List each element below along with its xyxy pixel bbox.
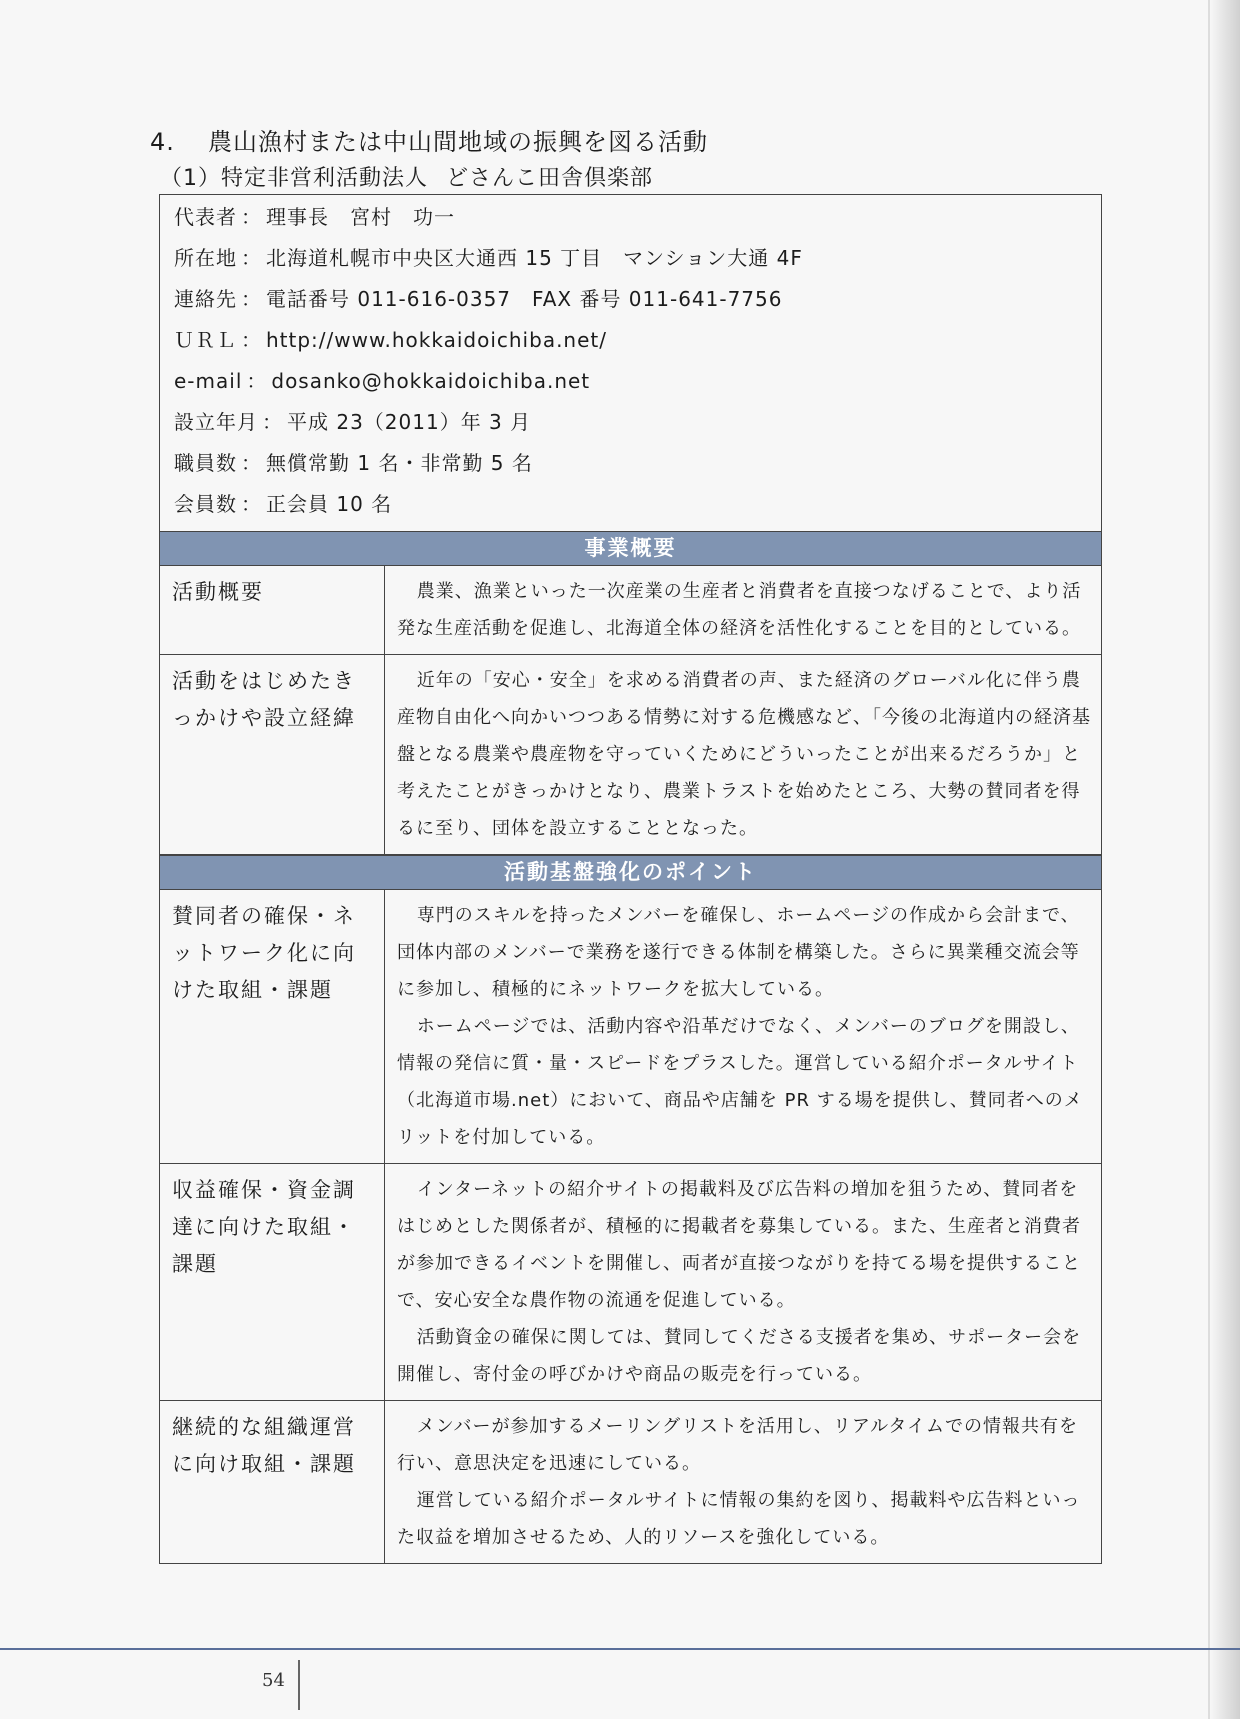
organization-index: （1）	[160, 166, 221, 191]
section-band: 活動基盤強化のポイント	[160, 855, 1101, 890]
organization-type: 特定非営利活動法人	[221, 166, 429, 191]
info-separator: ：	[241, 328, 262, 352]
row-paragraph: 専門のスキルを持ったメンバーを確保し、ホームページの作成から会計まで、団体内部のメンバーで業務を遂行できる体制を構築した。さらに異業種交流会等に参加し、積極的にネットワークを拡大している。	[397, 905, 1080, 1000]
binding-shadow	[1210, 0, 1240, 1719]
info-separator: ：	[241, 205, 262, 229]
table-row	[160, 566, 1101, 655]
info-label: 設立年月	[174, 410, 258, 434]
info-label: ＵＲＬ	[174, 328, 237, 352]
info-separator: ：	[241, 492, 262, 516]
organization-heading	[160, 161, 653, 192]
info-separator: ：	[241, 246, 262, 270]
info-line	[174, 402, 1089, 443]
table-row	[160, 890, 1101, 1164]
row-label: 収益確保・資金調達に向けた取組・課題	[160, 1164, 385, 1400]
row-label: 継続的な組織運営に向け取組・課題	[160, 1401, 385, 1563]
organization-name: どさんこ田舎倶楽部	[446, 166, 654, 191]
info-line	[174, 443, 1089, 484]
info-line	[174, 197, 1089, 238]
info-value: 無償常勤 1 名・非常勤 5 名	[266, 451, 533, 475]
info-value: 平成 23（2011）年 3 月	[287, 410, 532, 434]
info-value: 正会員 10 名	[266, 492, 393, 516]
row-label: 活動概要	[160, 566, 385, 654]
row-paragraph: 近年の「安心・安全」を求める消費者の声、また経済のグローバル化に伴う農産物自由化へ向かいつつある情勢に対する危機感など、「今後の北海道内の経済基盤となる農業や農産物を守っていくためにどういったことが出来るだろうか」と考えたことがきっかけとなり、農業トラストを始めたところ、大勢の賛同者を得るに至り、団体を設立することとなった。	[397, 670, 1091, 839]
info-line	[174, 238, 1089, 279]
row-label: 活動をはじめたきっかけや設立経緯	[160, 655, 385, 854]
row-paragraph: 運営している紹介ポータルサイトに情報の集約を図り、掲載料や広告料といった収益を増加させるため、人的リソースを強化している。	[397, 1490, 1081, 1548]
row-paragraph: 活動資金の確保に関しては、賛同してくださる支援者を集め、サポーター会を開催し、寄付金の呼びかけや商品の販売を行っている。	[397, 1327, 1082, 1385]
section-band: 事業概要	[160, 531, 1101, 566]
section-number: 4.	[150, 128, 175, 156]
basic-info-box	[160, 195, 1101, 531]
table-row	[160, 1164, 1101, 1401]
info-value[interactable]: dosanko@hokkaidoichiba.net	[271, 369, 591, 393]
row-paragraph: メンバーが参加するメーリングリストを活用し、リアルタイムでの情報共有を行い、意思決定を迅速にしている。	[397, 1416, 1079, 1474]
info-label: e-mail	[174, 369, 243, 393]
info-value: 北海道札幌市中央区大通西 15 丁目 マンション大通 4F	[266, 246, 803, 270]
organization-profile-table	[159, 194, 1102, 1564]
row-paragraph: 農業、漁業といった一次産業の生産者と消費者を直接つなげることで、より活発な生産活動を促進し、北海道全体の経済を活性化することを目的としている。	[397, 581, 1082, 639]
row-paragraph: インターネットの紹介サイトの掲載料及び広告料の増加を狙うため、賛同者をはじめとした関係者が、積極的に掲載者を募集している。また、生産者と消費者が参加できるイベントを開催し、両者が直接つながりを持てる場を提供することで、安心安全な農作物の流通を促進している。	[397, 1179, 1081, 1311]
info-label: 代表者	[174, 205, 237, 229]
info-separator: ：	[241, 287, 262, 311]
info-line	[174, 484, 1089, 525]
info-separator: ：	[241, 451, 262, 475]
section-title: 農山漁村または中山間地域の振興を図る活動	[208, 128, 708, 156]
info-separator: ：	[262, 410, 283, 434]
row-body	[385, 1401, 1101, 1563]
row-paragraph: ホームページでは、活動内容や沿革だけでなく、メンバーのブログを開設し、情報の発信に質・量・スピードをプラスした。運営している紹介ポータルサイト（北海道市場.net）において、商品や店舗を PR する場を提供し、賛同者へのメリットを付加している。	[397, 1016, 1083, 1148]
section-heading	[150, 122, 708, 157]
profile-sections	[160, 531, 1101, 1563]
page-number: 54	[262, 1670, 285, 1691]
info-separator: ：	[246, 369, 268, 393]
table-row	[160, 655, 1101, 855]
table-row	[160, 1401, 1101, 1563]
info-line	[174, 320, 1089, 361]
info-line	[174, 279, 1089, 320]
info-label: 会員数	[174, 492, 237, 516]
row-body	[385, 655, 1101, 854]
row-body	[385, 566, 1101, 654]
info-value[interactable]: http://www.hokkaidoichiba.net/	[266, 328, 607, 352]
info-label: 職員数	[174, 451, 237, 475]
row-body	[385, 890, 1101, 1163]
row-label: 賛同者の確保・ネットワーク化に向けた取組・課題	[160, 890, 385, 1163]
footer-rule	[0, 1648, 1240, 1650]
info-line	[174, 361, 1089, 402]
info-label: 所在地	[174, 246, 237, 270]
page-number-divider	[298, 1660, 300, 1710]
info-value: 理事長 宮村 功一	[266, 205, 455, 229]
info-label: 連絡先	[174, 287, 237, 311]
row-body	[385, 1164, 1101, 1400]
info-value: 電話番号 011-616-0357 FAX 番号 011-641-7756	[266, 287, 783, 311]
